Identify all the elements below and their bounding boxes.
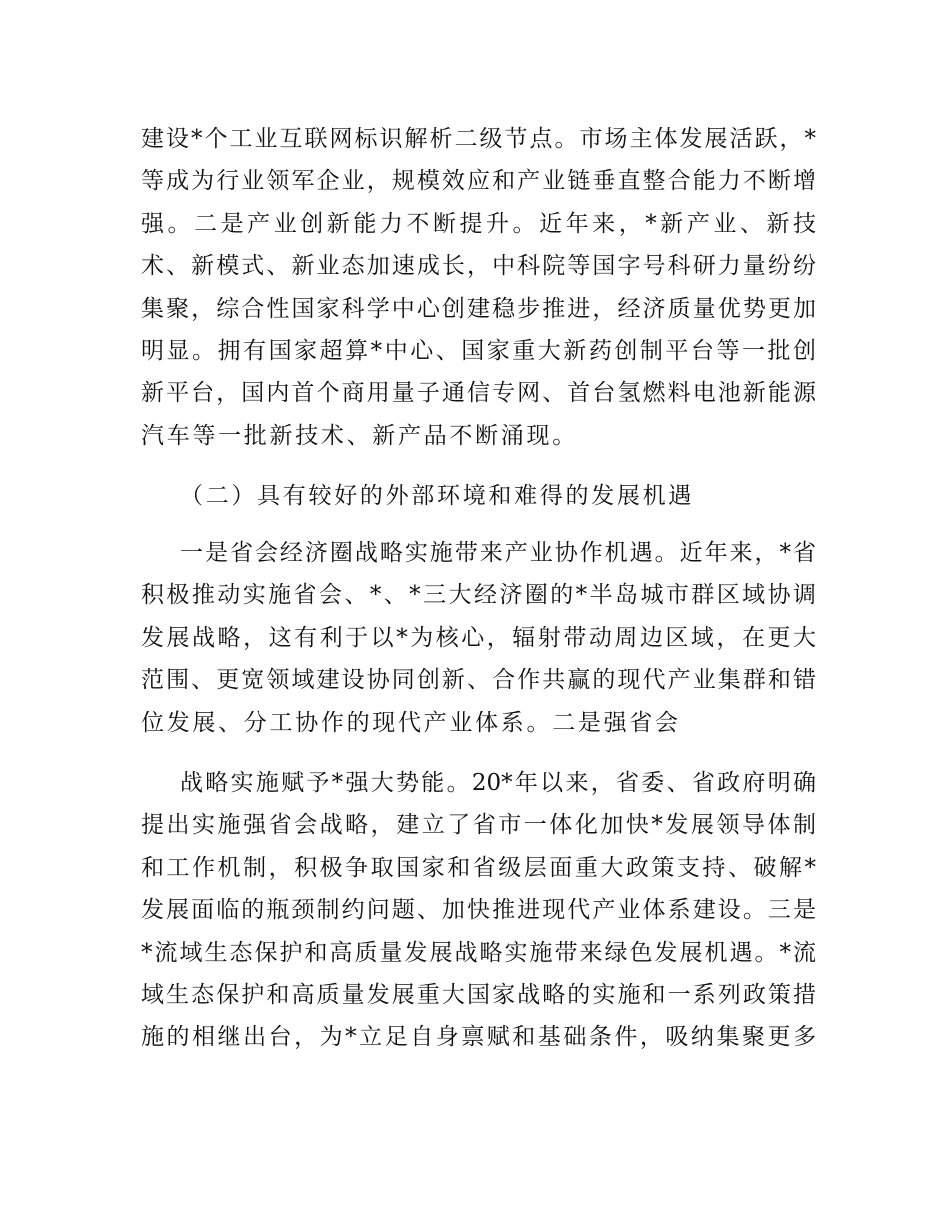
text-line: 集聚，综合性国家科学中心创建稳步推进，经济质量优势更加 [141,295,816,322]
text-line: 明显。拥有国家超算*中心、国家重大新药创制平台等一批创 [141,337,816,364]
text-line: *流域生态保护和高质量发展战略实施带来绿色发展机遇。*流 [141,939,816,966]
text-line: 域生态保护和高质量发展重大国家战略的实施和一系列政策措 [141,981,816,1008]
paragraph-industry-innovation [141,118,816,457]
section-heading-text: （二）具有较好的外部环境和难得的发展机遇 [180,483,694,509]
paragraph-strong-capital-strategy [141,762,816,1059]
text-line: 等成为行业领军企业，规模效应和产业链垂直整合能力不断增 [141,168,816,195]
text-line: 汽车等一批新技术、新产品不断涌现。 [141,422,578,449]
text-line: 范围、更宽领域建设协同创新、合作共赢的现代产业集群和错 [141,667,816,694]
paragraph-economic-circle [141,532,816,744]
text-line: 积极推动实施省会、*、*三大经济圈的*半岛城市群区域协调 [141,582,816,609]
section-heading [141,475,816,517]
text-line: 战略实施赋予*强大势能。20*年以来，省委、省政府明确 [180,770,816,796]
text-line: 建设*个工业互联网标识解析二级节点。市场主体发展活跃，* [141,126,816,152]
text-line: 提出实施强省会战略，建立了省市一体化加快*发展领导体制 [141,812,816,839]
text-line: 发展面临的瓶颈制约问题、加快推进现代产业体系建设。三是 [141,897,816,924]
text-line: 新平台，国内首个商用量子通信专网、首台氢燃料电池新能源 [141,380,816,407]
text-line: 和工作机制，积极争取国家和省级层面重大政策支持、破解* [141,854,816,881]
text-line: 术、新模式、新业态加速成长，中科院等国字号科研力量纷纷 [141,253,816,280]
text-line: 一是省会经济圈战略实施带来产业协作机遇。近年来，*省 [180,540,816,566]
text-line: 强。二是产业创新能力不断提升。近年来，*新产业、新技 [141,210,816,237]
text-line: 位发展、分工协作的现代产业体系。二是强省会 [141,709,681,736]
text-line: 发展战略，这有利于以*为核心，辐射带动周边区域，在更大 [141,624,816,651]
text-line: 施的相继出台，为*立足自身禀赋和基础条件，吸纳集聚更多 [141,1024,816,1051]
